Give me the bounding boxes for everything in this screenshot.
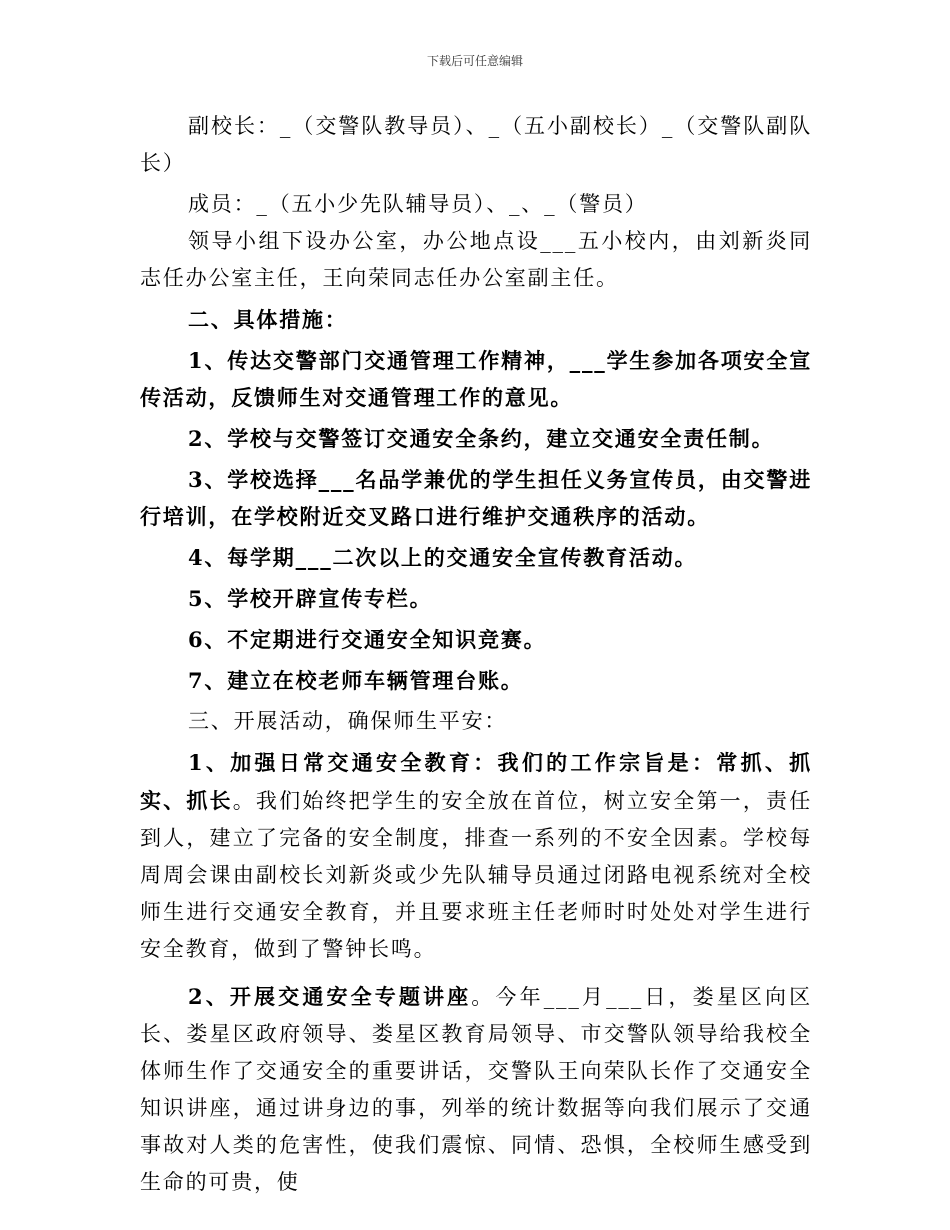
measure-item-5: 5、学校开辟宣传专栏。 xyxy=(188,586,433,611)
document-body xyxy=(140,108,812,1201)
measure-item-3: 3、学校选择___名品学兼优的学生担任义务宣传员，由交警进行培训，在学校附近交叉路口进行维护交通秩序的活动。 xyxy=(140,467,812,529)
activity-1-heading: 1、加强日常交通安全教育：我们的工作宗旨是：常抓、抓实、抓长 xyxy=(140,750,812,813)
activity-paragraph-1 xyxy=(140,744,812,968)
measure-item-4: 4、每学期___二次以上的交通安全宣传教育活动。 xyxy=(188,545,698,570)
activity-1-body: 。我们始终把学生的安全放在首位，树立安全第一，责任到人，建立了完备的安全制度，排查一系列的不安全因素。学校每周周会课由副校长刘新炎或少先队辅导员通过闭路电视系统对全校师生进行交通安全教育，并且要求班主任老师时时处处对学生进行安全教育，做到了警钟长鸣。 xyxy=(140,789,813,961)
paragraph-vice-principals: 副校长：_（交警队教导员）、_（五小副校长）_（交警队副队长） xyxy=(140,114,812,175)
section-heading-activities: 三、开展活动，确保师生平安： xyxy=(188,709,508,733)
measure-item-2: 2、学校与交警签订交通安全条约，建立交通安全责任制。 xyxy=(188,426,775,451)
section-heading-measures: 二、具体措施： xyxy=(188,307,348,332)
activity-2-body: 。今年___月___日，娄星区向区长、娄星区政府领导、娄星区教育局领导、市交警队领导给我校全体师生作了交通安全的重要讲话，交警队王向荣队长作了交通安全知识讲座，通过讲身边的事，列举的统计数据等向我们展示了交通事故对人类的危害性，使我们震惊、同情、恐惧，全校师生感受到生命的可贵，使 xyxy=(140,985,812,1194)
measure-item-6: 6、不定期进行交通安全知识竞赛。 xyxy=(188,627,547,652)
activity-paragraph-2 xyxy=(140,978,812,1201)
activity-2-heading: 2、开展交通安全专题讲座 xyxy=(188,984,472,1009)
measure-item-7: 7、建立在校老师车辆管理台账。 xyxy=(188,668,524,693)
page-header: 下载后可任意编辑 xyxy=(426,54,523,68)
measure-item-1: 1、传达交警部门交通管理工作精神，___学生参加各项安全宣传活动，反馈师生对交通管理工作的意见。 xyxy=(140,348,812,410)
paragraph-office: 领导小组下设办公室，办公地点设___五小校内，由刘新炎同志任办公室主任，王向荣同志任办公室副主任。 xyxy=(140,229,812,290)
paragraph-members: 成员：_（五小少先队辅导员）、_、_（警员） xyxy=(188,192,648,216)
